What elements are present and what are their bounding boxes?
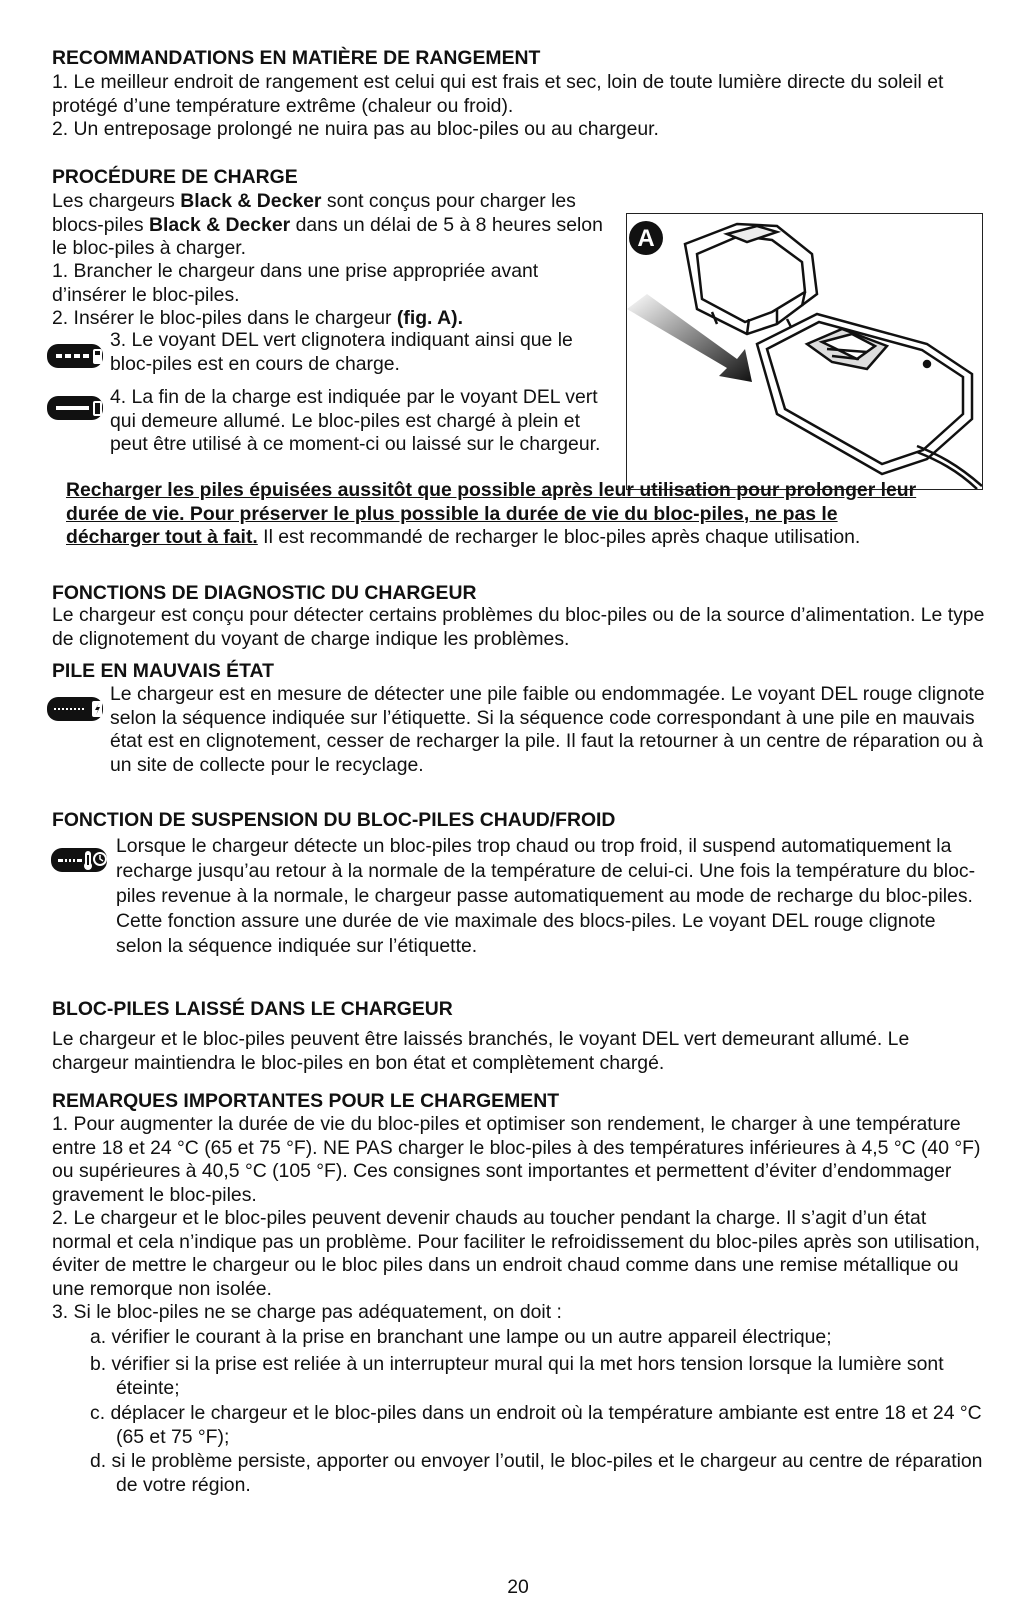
storage-heading: RECOMMANDATIONS EN MATIÈRE DE RANGEMENT — [52, 47, 541, 69]
notes-item-1: 1. Pour augmenter la durée de vie du bloc-piles et optimiser son rendement, le charger à une température entre 18 et 24 °C (65 et 75 °F). NE PAS charger le bloc-piles à des températures inférieures à 4,5 °C (40 °F) ou supérieures à 40,5 °C (105 °F). Ces consignes sont importantes et permettent d’éviter d’endommager gravement le bloc-piles. — [52, 1113, 981, 1206]
bad-pack-text: Le chargeur est en mesure de détecter une pile faible ou endommagée. Le voyant DEL rouge clignote selon la séquence indiquée sur l’étiquette. Si la séquence code correspondant à une pile en mauvais état est en clignotement, cesser de recharger la pile. Il faut la retourner à un centre de réparation ou à un site de collecte pour le recyclage. — [110, 683, 985, 776]
charged-led-icon — [46, 393, 110, 423]
figure-a-charger-illustration — [626, 213, 983, 490]
left-in-heading: BLOC-PILES LAISSÉ DANS LE CHARGEUR — [52, 998, 453, 1020]
brand-name: Black & Decker — [149, 213, 291, 236]
figure-label: A — [637, 225, 655, 252]
hot-cold-heading: FONCTION DE SUSPENSION DU BLOC-PILES CHAUD/FROID — [52, 809, 616, 831]
recharge-warning-underlined: Recharger les piles épuisées aussitôt que possible après leur utilisation pour prolonger leur durée de vie. Pour préserver le plus possible la durée de vie du bloc-piles, ne pas le décharger tout à fait. — [66, 479, 917, 548]
notes-item-2: 2. Le chargeur et le bloc-piles peuvent devenir chauds au toucher pendant la charge. Il s’agit d’un état normal et cela n’indique pas un problème. Pour faciliter le refroidissement du bloc-piles après son utilisation, éviter de mettre le chargeur ou le bloc piles dans un endroit chaud comme dans une remise métallique ou une remorque non isolée. — [52, 1207, 981, 1300]
notes-item-3: 3. Si le bloc-piles ne se charge pas adéquatement, on doit : — [52, 1301, 562, 1323]
recharge-warning-rest: Il est recommandé de recharger le bloc-piles après chaque utilisation. — [257, 526, 861, 548]
charge-step-2 — [52, 307, 612, 331]
storage-item-1: 1. Le meilleur endroit de rangement est celui qui est frais et sec, loin de toute lumière directe du soleil et protégé d’une température extrême (chaleur ou froid). — [52, 71, 944, 117]
recharge-warning — [66, 479, 926, 550]
notes-sub-a: a. vérifier le courant à la prise en branchant une lampe ou un autre appareil électrique; — [90, 1326, 832, 1348]
hot-cold-led-icon — [50, 845, 116, 875]
notes-sub-c: c. déplacer le chargeur et le bloc-piles dans un endroit où la température ambiante est entre 18 et 24 °C (65 et 75 °F); — [90, 1402, 982, 1448]
charge-step-2-text: 2. Insérer le bloc-piles dans le chargeur — [52, 307, 397, 329]
charge-intro — [52, 190, 612, 261]
charger-battery-drawing — [627, 214, 982, 489]
figure-reference: (fig. A). — [396, 307, 463, 329]
notes-sub-b: b. vérifier si la prise est reliée à un interrupteur mural qui la met hors tension lorsque la lumière sont éteinte; — [90, 1353, 944, 1399]
charge-step-4: 4. La fin de la charge est indiquée par le voyant DEL vert qui demeure allumé. Le bloc-piles est chargé à plein et peut être utilisé à ce moment-ci ou laissé sur le chargeur. — [110, 386, 601, 455]
charge-intro-text-c: dans un délai de 5 à 8 heures selon le bloc-piles à charger. — [52, 213, 603, 259]
notes-heading: REMARQUES IMPORTANTES POUR LE CHARGEMENT — [52, 1090, 560, 1112]
charging-led-icon — [46, 341, 110, 371]
charge-intro-text-b: sont conçus pour charger les blocs-piles — [52, 190, 576, 236]
hot-cold-text: Lorsque le chargeur détecte un bloc-piles trop chaud ou trop froid, il suspend automatiquement la recharge jusqu’au retour à la normale de la température de celui-ci. Une fois la température du bloc-piles revenue à la normale, le chargeur passe automatiquement au mode de recharge du bloc-piles. Cette fonction assure une durée de vie maximale des blocs-piles. Le voyant DEL rouge clignote selon la séquence indiquée sur l’étiquette. — [116, 835, 976, 957]
bad-pack-heading: PILE EN MAUVAIS ÉTAT — [52, 660, 274, 682]
notes-sub-d: d. si le problème persiste, apporter ou envoyer l’outil, le bloc-piles et le chargeur au centre de réparation de votre région. — [90, 1450, 983, 1496]
charge-intro-text-a: Les chargeurs — [52, 190, 181, 212]
charge-step-1: 1. Brancher le chargeur dans une prise appropriée avant d’insérer le bloc-piles. — [52, 260, 539, 306]
diagnostic-text: Le chargeur est conçu pour détecter certains problèmes du bloc-piles ou de la source d’alimentation. Le type de clignotement du voyant de charge indique les problèmes. — [52, 604, 985, 650]
diagnostic-heading: FONCTIONS DE DIAGNOSTIC DU CHARGEUR — [52, 582, 477, 604]
page-number: 20 — [507, 1576, 529, 1598]
charge-step-3: 3. Le voyant DEL vert clignotera indiquant ainsi que le bloc-piles est en cours de charge. — [110, 329, 573, 375]
charge-heading: PROCÉDURE DE CHARGE — [52, 166, 298, 188]
left-in-text: Le chargeur et le bloc-piles peuvent être laissés branchés, le voyant DEL vert demeurant allumé. Le chargeur maintiendra le bloc-piles en bon état et complètement chargé. — [52, 1028, 910, 1074]
bad-pack-led-icon — [46, 694, 110, 724]
brand-name: Black & Decker — [180, 190, 322, 212]
storage-item-2: 2. Un entreposage prolongé ne nuira pas au bloc-piles ou au chargeur. — [52, 118, 659, 140]
